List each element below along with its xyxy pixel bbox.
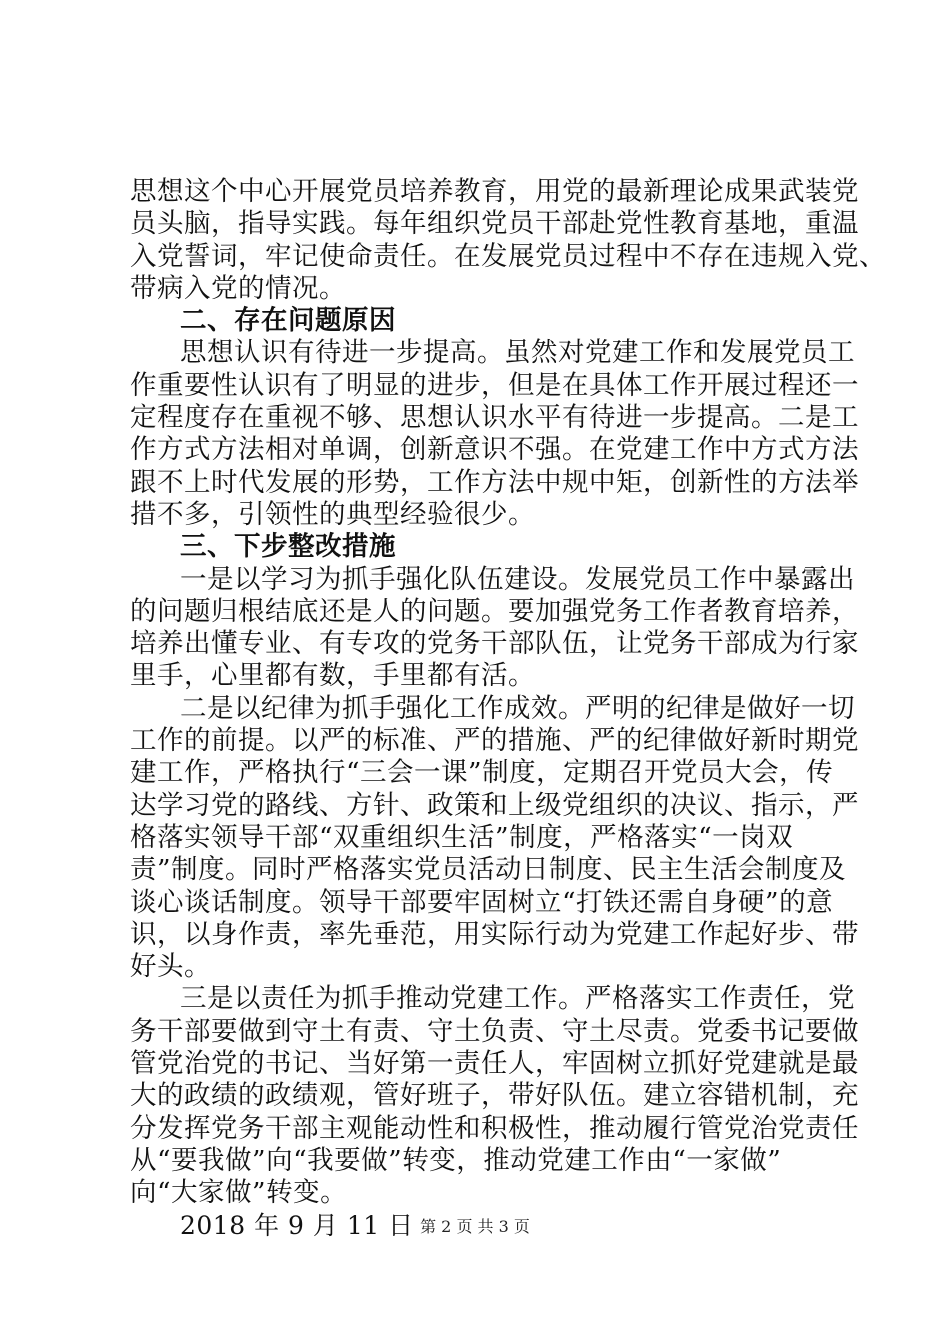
section-heading: 二、存在问题原因 (180, 305, 396, 337)
text-line: 措不多，引领性的典型经验很少。 (130, 498, 535, 530)
text-line: 责”制度。同时严格落实党员活动日制度、民主生活会制度及 (130, 854, 847, 886)
text-line: 定程度存在重视不够、思想认识水平有待进一步提高。二是工 (130, 402, 859, 434)
document-date: 2018 年 9 月 11 日 (180, 1210, 414, 1240)
text-line: 作方式方法相对单调，创新意识不强。在党建工作中方式方法 (130, 434, 859, 466)
text-line: 作重要性认识有了明显的进步，但是在具体工作开展过程还一 (130, 369, 859, 401)
text-line: 分发挥党务干部主观能动性和积极性，推动履行管党治党责任 (130, 1112, 859, 1144)
text-line: 培养出懂专业、有专攻的党务干部队伍，让党务干部成为行家 (130, 628, 859, 660)
text-line: 三是以责任为抓手推动党建工作。严格落实工作责任，党 (180, 983, 855, 1015)
text-line: 达学习党的路线、方针、政策和上级党组织的决议、指示，严 (130, 789, 859, 821)
text-line: 好头。 (130, 951, 211, 983)
text-line: 一是以学习为抓手强化队伍建设。发展党员工作中暴露出 (180, 563, 855, 595)
text-line: 二是以纪律为抓手强化工作成效。严明的纪律是做好一切 (180, 692, 855, 724)
text-line: 思想认识有待进一步提高。虽然对党建工作和发展党员工 (180, 337, 855, 369)
section-heading: 三、下步整改措施 (180, 531, 396, 563)
text-line: 从“要我做”向“我要做”转变，推动党建工作由“一家做” (130, 1144, 782, 1176)
text-line: 谈心谈话制度。领导干部要牢固树立“打铁还需自身硬”的意 (130, 886, 834, 918)
text-line: 工作的前提。以严的标准、严的措施、严的纪律做好新时期党 (130, 725, 859, 757)
text-line: 思想这个中心开展党员培养教育，用党的最新理论成果武装党 (130, 176, 859, 207)
text-line: 格落实领导干部“双重组织生活”制度，严格落实“一岗双 (130, 821, 794, 853)
text-line: 识，以身作责，率先垂范，用实际行动为党建工作起好步、带 (130, 918, 859, 950)
text-line: 务干部要做到守土有责、守土负责、守土尽责。党委书记要做 (130, 1015, 859, 1047)
text-line: 跟不上时代发展的形势，工作方法中规中矩，创新性的方法举 (130, 466, 859, 498)
text-line: 带病入党的情况。 (130, 272, 346, 304)
text-line: 向“大家做”转变。 (130, 1177, 348, 1209)
text-line: 建工作，严格执行“三会一课”制度，定期召开党员大会，传 (130, 757, 834, 789)
page-footer: 第 2 页 共 3 页 (420, 1217, 530, 1236)
text-line: 的问题归根结底还是人的问题。要加强党务工作者教育培养， (130, 595, 859, 627)
text-line: 管党治党的书记、当好第一责任人，牢固树立抓好党建就是最 (130, 1048, 859, 1080)
document-body (130, 176, 886, 1242)
text-line: 员头脑，指导实践。每年组织党员干部赴党性教育基地，重温 (130, 208, 859, 240)
text-line: 入党誓词，牢记使命责任。在发展党员过程中不存在违规入党、 (130, 240, 886, 272)
text-line: 大的政绩的政绩观，管好班子，带好队伍。建立容错机制，充 (130, 1080, 859, 1112)
text-line: 里手，心里都有数，手里都有活。 (130, 660, 535, 692)
